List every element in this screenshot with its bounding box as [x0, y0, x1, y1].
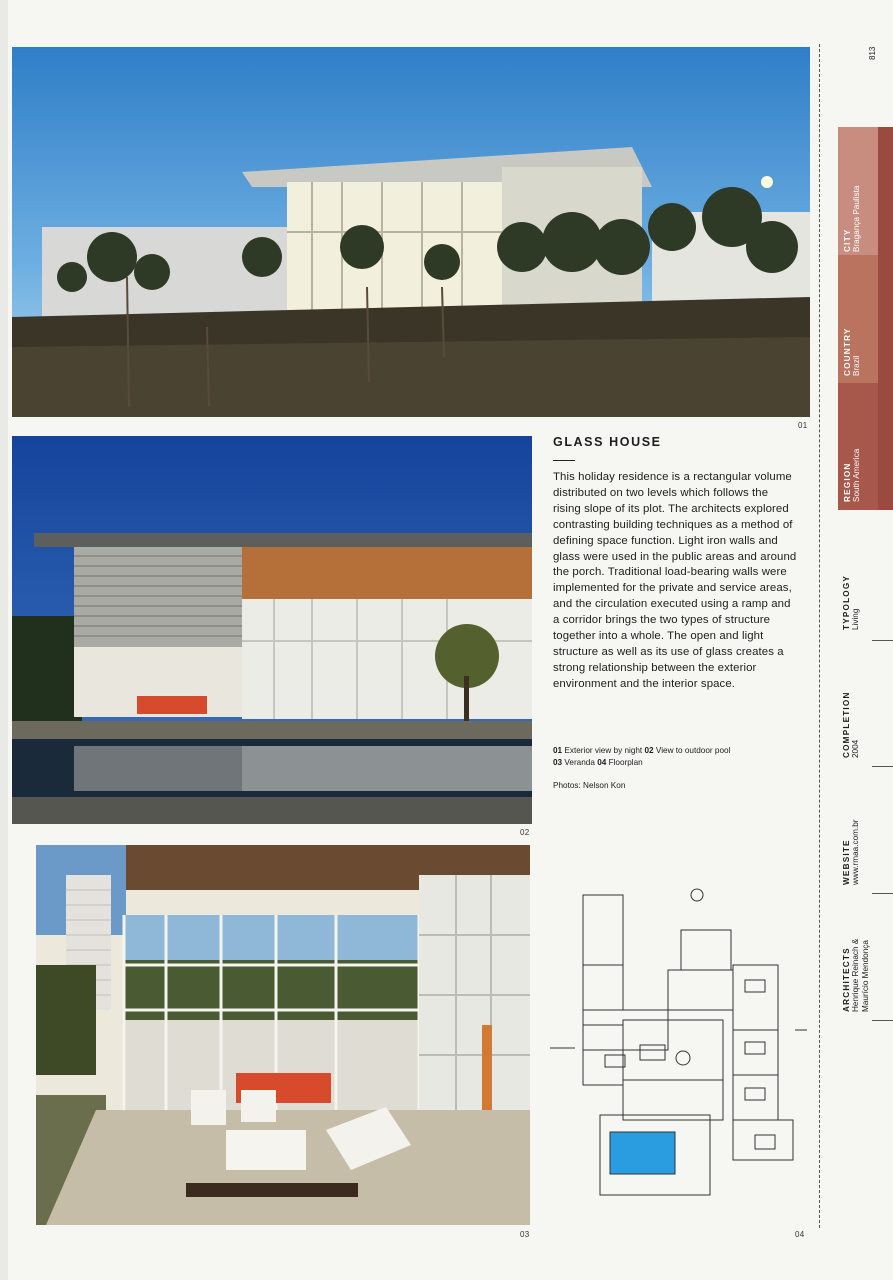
caption-number: 04 — [597, 757, 607, 767]
photo-number: 04 — [795, 1230, 805, 1239]
completion-label: COMPLETION — [842, 691, 851, 758]
floorplan-drawing — [545, 880, 810, 1210]
architects-label: ARCHITECTS — [842, 947, 851, 1012]
photo-number: 02 — [520, 828, 530, 837]
completion-value: 2004 — [851, 739, 860, 758]
caption-text: Floorplan — [608, 757, 643, 767]
typology-label: TYPOLOGY — [842, 574, 851, 630]
photo-number: 03 — [520, 1230, 530, 1239]
city-label: CITY — [843, 228, 852, 252]
website-value: www.rmaa.com.br — [851, 819, 860, 885]
region-label: REGION — [843, 462, 852, 502]
caption-number: 01 — [553, 746, 563, 755]
article-body: This holiday residence is a rectangular volume distributed on two levels which follows the rising slope of its plot. The architects explored contrasting building techniques as a method of defining space function. Light iron walls and glass were used in the public areas and around the porch. Traditional load-bearing walls were implemented for the private and service areas, and the circulation executed using a ramp and a corridor brings the two types of structure together into a whole. The open and light structure as well as its use of glass creates a strong relationship between the exterior environment and the interior space. — [553, 471, 797, 690]
photo-credits: Photos: Nelson Kon — [553, 781, 626, 790]
accent-strip — [878, 127, 893, 510]
city-value: Bragança Paulista — [852, 185, 861, 252]
photo-number: 01 — [798, 421, 808, 430]
region-value: South America — [852, 448, 861, 502]
typology-field — [842, 575, 861, 630]
country-value: Brazil — [852, 355, 861, 376]
caption-number: 03 — [553, 757, 563, 767]
title-rule — [553, 460, 575, 461]
completion-field — [842, 691, 861, 758]
article-title: GLASS HOUSE — [553, 435, 662, 449]
caption-number: 02 — [644, 746, 654, 755]
typology-value: Living — [851, 608, 860, 630]
architects-field — [842, 939, 871, 1012]
architects-value: Maurício Mendonça — [861, 940, 870, 1012]
region-field — [843, 449, 862, 502]
sidebar-divider — [819, 44, 820, 1228]
sidebar-rule — [872, 1020, 893, 1021]
photo-captions — [553, 745, 803, 769]
photo-exterior-night — [12, 47, 810, 417]
country-label: COUNTRY — [843, 327, 852, 376]
page-number: 813 — [868, 46, 877, 60]
architects-value: Henrique Reinach & — [851, 938, 860, 1012]
sidebar-rule — [872, 766, 893, 767]
city-field — [843, 186, 862, 252]
website-field — [842, 819, 861, 885]
caption-text: Veranda — [564, 757, 595, 767]
website-label: WEBSITE — [842, 839, 851, 885]
photo-veranda — [36, 845, 530, 1225]
caption-text: Exterior view by night — [564, 746, 643, 755]
sidebar-rule — [872, 893, 893, 894]
caption-text: View to outdoor pool — [655, 746, 731, 755]
sidebar-rule — [872, 640, 893, 641]
country-field — [843, 327, 862, 376]
photo-outdoor-pool — [12, 436, 532, 824]
